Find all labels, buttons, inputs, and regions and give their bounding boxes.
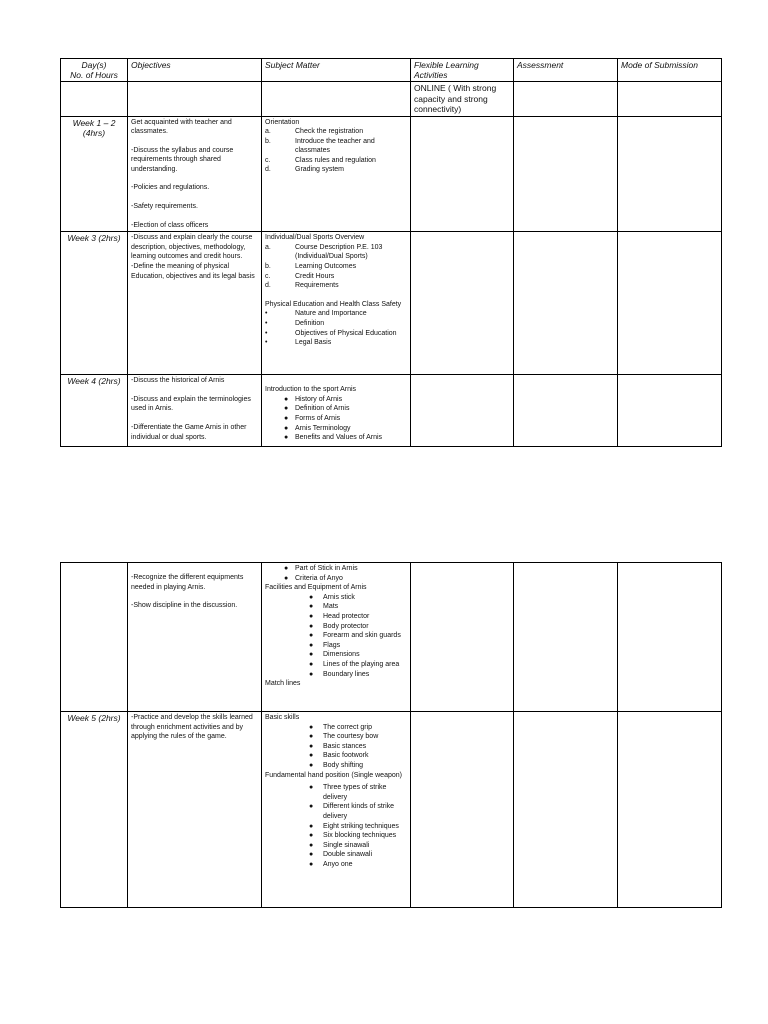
list-item-text: The courtesy bow (323, 733, 379, 741)
list-item-text: Double sinawali (323, 851, 373, 859)
list-item (265, 841, 407, 851)
list-item-text: Requirements (295, 282, 339, 290)
list-item (265, 831, 407, 841)
week-cell: Week 4 (2hrs) (61, 375, 128, 447)
list-item-text: Class rules and regulation (295, 156, 376, 164)
mode-cell (618, 375, 722, 447)
list-marker: ● (309, 822, 314, 830)
list-marker: c. (265, 272, 271, 280)
list-marker: ● (309, 622, 314, 630)
list-marker: b. (265, 137, 271, 145)
subject-title: Individual/Dual Sports Overview (265, 234, 365, 242)
flexible-cell (411, 375, 514, 447)
objectives-cell (128, 712, 262, 908)
header-objectives: Objectives (128, 59, 262, 82)
objectives-cell (128, 232, 262, 375)
mode-cell (618, 116, 722, 232)
list-marker: ● (309, 742, 314, 750)
objective-text: -Discuss and explain the terminologies used in Arnis. (131, 395, 251, 413)
week-cell (61, 563, 128, 712)
list-marker: ● (309, 803, 314, 811)
list-item (265, 612, 407, 622)
flexible-cell (411, 232, 514, 375)
list-item (265, 761, 407, 771)
online-empty-cell (618, 82, 722, 117)
list-item (265, 670, 407, 680)
list-marker: ● (284, 574, 289, 582)
list-item-text: Definition (295, 320, 325, 327)
list-item-text: Head protector (323, 612, 370, 620)
list-marker: c. (265, 156, 271, 164)
list-item (265, 329, 407, 339)
list-item-text: Definition of Arnis (295, 405, 350, 413)
subject-title: Facilities and Equipment of Arnis (265, 584, 367, 592)
list-item (265, 127, 407, 137)
list-item-text: Six blocking techniques (323, 832, 397, 840)
header-mode-of-submission: Mode of Submission (618, 59, 722, 82)
list-marker: ● (309, 632, 314, 640)
subject-title: Fundamental hand position (Single weapon) (265, 771, 402, 779)
list-marker: ● (284, 434, 289, 442)
list-item (265, 156, 407, 166)
list-marker: b. (265, 263, 271, 271)
list-item (265, 338, 407, 348)
objective-text: Get acquainted with teacher and classmates. (131, 118, 232, 136)
list-item-text: Nature and Importance (295, 310, 367, 318)
subject-title: Basic skills (265, 714, 300, 721)
assessment-cell (514, 712, 618, 908)
syllabus-table-1 (60, 58, 722, 447)
list-item-text: Basic footwork (323, 752, 369, 760)
subject-title: Physical Education and Health Class Safety (265, 300, 402, 308)
header-flexible-learning: Flexible Learning Activities (411, 59, 514, 82)
list-marker: ● (309, 832, 314, 840)
list-marker: ● (309, 733, 314, 741)
list-marker: ● (309, 603, 314, 611)
objectives-cell (128, 375, 262, 447)
subject-title: Orientation (265, 118, 300, 126)
list-item-text: Introduce the teacher and classmates (295, 137, 375, 155)
table-row (61, 712, 722, 908)
list-item (265, 622, 407, 632)
list-item (265, 564, 407, 574)
list-item-text: Benefits and Values of Arnis (295, 434, 383, 442)
assessment-cell (514, 232, 618, 375)
subject-matter-cell (262, 563, 411, 712)
list-item (265, 822, 407, 832)
list-item (265, 272, 407, 282)
objective-text: -Show discipline in the discussion. (131, 602, 238, 610)
objective-text: -Define the meaning of physical Education, objectives and its legal basis (131, 263, 255, 280)
list-marker: ● (309, 660, 314, 668)
flexible-cell (411, 712, 514, 908)
subject-matter-cell (262, 375, 411, 447)
list-item (265, 574, 407, 584)
objective-text: -Discuss the syllabus and course requirements through shared understanding. (131, 146, 234, 173)
list-item-text: Forms of Arnis (295, 415, 341, 423)
list-marker: d. (265, 166, 271, 174)
online-empty-cell (514, 82, 618, 117)
list-marker: ● (309, 651, 314, 659)
list-item-text: Different kinds of strike delivery (323, 803, 395, 820)
list-item-text: Lines of the playing area (323, 660, 400, 668)
list-item (265, 137, 407, 156)
subject-matter-cell (262, 116, 411, 232)
list-item-text: Mats (323, 603, 339, 611)
list-item-text: Three types of strike delivery (323, 784, 387, 801)
list-marker: ● (309, 860, 314, 868)
list-item (265, 309, 407, 319)
list-item-text: The correct grip (323, 723, 373, 731)
list-item-text: Credit Hours (295, 272, 335, 280)
list-marker: ● (284, 424, 289, 432)
subject-matter-cell (262, 712, 411, 908)
list-item-text: Flags (323, 641, 341, 649)
list-item-text: Dimensions (323, 651, 360, 659)
list-item (265, 319, 407, 329)
list-item (265, 593, 407, 603)
objectives-cell (128, 563, 262, 712)
assessment-cell (514, 375, 618, 447)
list-item (265, 850, 407, 860)
list-item (265, 802, 407, 821)
table-row (61, 232, 722, 375)
list-item-text: Arnis Terminology (295, 424, 351, 432)
list-item (265, 732, 407, 742)
week-cell: Week 5 (2hrs) (61, 712, 128, 908)
list-item-text: Objectives of Physical Education (295, 329, 397, 337)
list-item (265, 650, 407, 660)
list-marker: ● (309, 612, 314, 620)
list-item-text: Anyo one (323, 860, 353, 868)
assessment-cell (514, 116, 618, 232)
list-item (265, 631, 407, 641)
header-days-label: Day(s) (81, 60, 107, 70)
header-hours-label: No. of Hours (70, 70, 118, 80)
list-item (265, 742, 407, 752)
list-item-text: Body shifting (323, 761, 364, 769)
list-item-text: Basic stances (323, 742, 367, 750)
week-cell: Week 3 (2hrs) (61, 232, 128, 375)
list-item-text: Learning Outcomes (295, 263, 357, 271)
online-empty-cell (128, 82, 262, 117)
list-item-text: History of Arnis (295, 395, 343, 403)
list-item-text: Body protector (323, 622, 369, 630)
header-assessment: Assessment (514, 59, 618, 82)
list-item (265, 424, 407, 434)
list-item (265, 404, 407, 414)
list-item (265, 602, 407, 612)
list-item (265, 414, 407, 424)
list-item-text: Grading system (295, 166, 345, 174)
week-cell: Week 1 – 2 (4hrs) (61, 116, 128, 232)
list-marker: a. (265, 128, 271, 136)
list-item (265, 641, 407, 651)
objective-text: -Practice and develop the skills learned through enrichment activities and by applying the rules of the game. (131, 714, 253, 741)
subject-footer: Match lines (265, 680, 301, 688)
list-item (265, 660, 407, 670)
list-marker: ● (309, 841, 314, 849)
objective-text: -Differentiate the Game Arnis in other individual or dual sports. (131, 424, 247, 441)
objective-text: -Discuss the historical of Arnis (131, 377, 225, 385)
flexible-cell (411, 116, 514, 232)
list-marker: ● (309, 752, 314, 760)
list-item-text: Check the registration (295, 128, 364, 136)
header-subject-matter: Subject Matter (262, 59, 411, 82)
syllabus-table-2 (60, 562, 722, 908)
list-marker: • (265, 329, 268, 337)
online-empty-cell (262, 82, 411, 117)
list-item-text: Arnis stick (323, 593, 355, 601)
list-marker: ● (284, 415, 289, 423)
list-marker: d. (265, 282, 271, 290)
list-marker: ● (309, 851, 314, 859)
list-marker: • (265, 339, 268, 347)
list-item (265, 281, 407, 291)
list-marker: ● (309, 670, 314, 678)
online-empty-cell (61, 82, 128, 117)
list-item (265, 783, 407, 802)
list-item (265, 262, 407, 272)
list-marker: ● (309, 784, 314, 792)
list-item (265, 860, 407, 870)
list-item (265, 433, 407, 443)
mode-cell (618, 232, 722, 375)
mode-cell (618, 712, 722, 908)
list-item (265, 723, 407, 733)
list-marker: • (265, 320, 268, 327)
subject-matter-cell (262, 232, 411, 375)
objective-text: -Policies and regulations. (131, 184, 210, 192)
list-marker: ● (284, 395, 289, 403)
list-item-text: Boundary lines (323, 670, 370, 678)
mode-cell (618, 563, 722, 712)
flexible-cell (411, 563, 514, 712)
list-item-text: Criteria of Anyo (295, 574, 343, 582)
list-item-text: Part of Stick in Arnis (295, 565, 358, 572)
list-marker: ● (309, 641, 314, 649)
table-row (61, 563, 722, 712)
list-marker: ● (309, 593, 314, 601)
list-item-text: Forearm and skin guards (323, 632, 401, 640)
list-marker: a. (265, 243, 271, 251)
table-row (61, 375, 722, 447)
list-item-text: Single sinawali (323, 841, 370, 849)
objectives-cell (128, 116, 262, 232)
assessment-cell (514, 563, 618, 712)
list-item-text: Eight striking techniques (323, 822, 399, 830)
objective-text: -Safety requirements. (131, 203, 198, 211)
list-item-text: Course Description P.E. 103 (Individual/Dual Sports) (295, 243, 383, 261)
list-marker: • (265, 310, 268, 318)
objective-text: -Discuss and explain clearly the course description, objectives, methodology, learning outcomes and credit hours. (131, 234, 253, 261)
objective-text: -Recognize the different equipments needed in playing Arnis. (131, 574, 244, 591)
table-row (61, 116, 722, 232)
list-item (265, 165, 407, 175)
subject-title: Introduction to the sport Arnis (265, 386, 357, 394)
list-marker: ● (284, 565, 289, 572)
list-item (265, 243, 407, 262)
objective-text: -Election of class officers (131, 221, 209, 229)
list-marker: ● (309, 761, 314, 769)
list-marker: ● (284, 405, 289, 413)
list-item-text: Legal Basis (295, 339, 332, 347)
list-marker: ● (309, 723, 314, 731)
list-item (265, 395, 407, 405)
header-days (61, 59, 128, 82)
online-mode-label: ONLINE ( With strong capacity and strong connectivity) (411, 82, 514, 117)
list-item (265, 751, 407, 761)
